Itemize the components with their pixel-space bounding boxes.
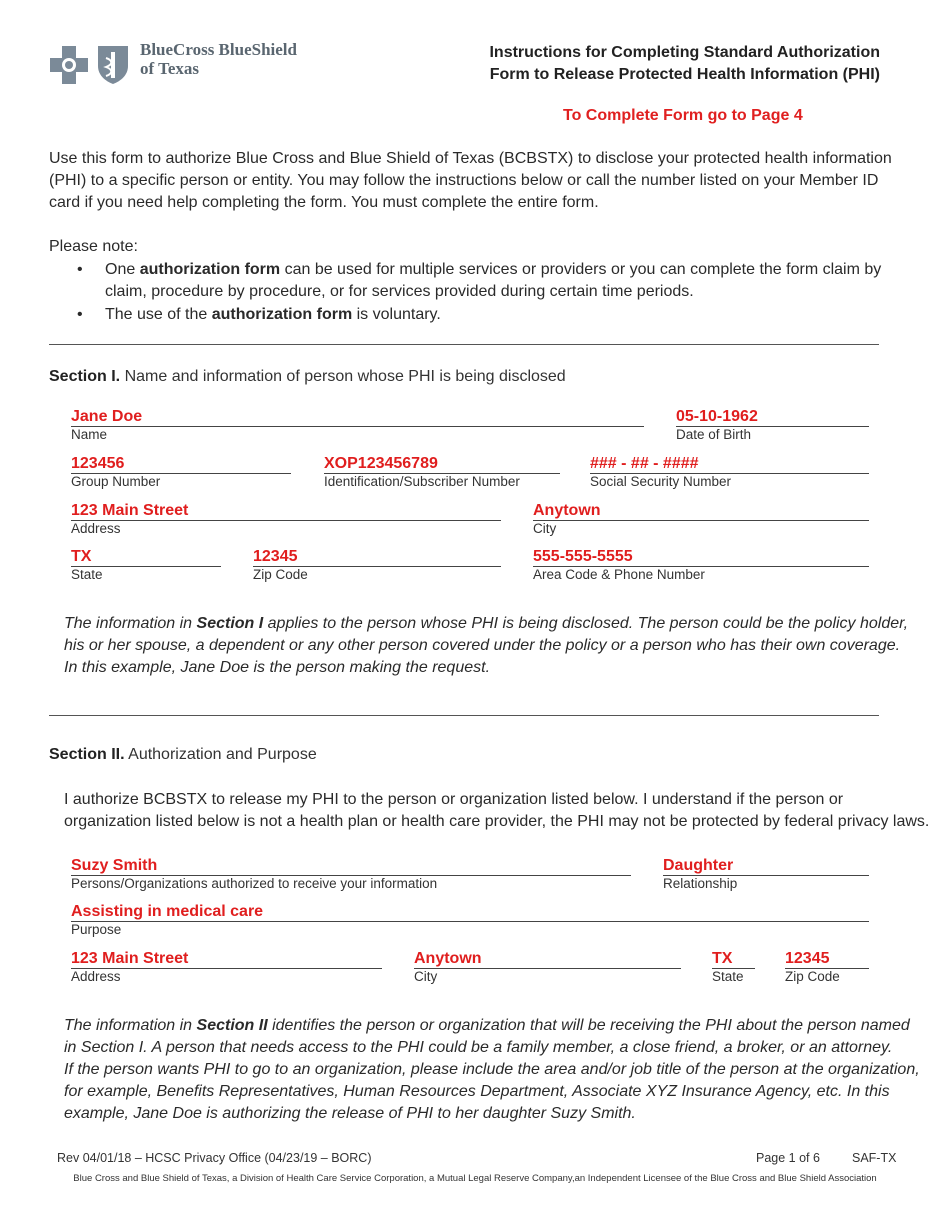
- title-line2: Form to Release Protected Health Information (PHI): [489, 66, 880, 83]
- purpose-field[interactable]: Assisting in medical care Purpose: [71, 901, 869, 941]
- city-field[interactable]: Anytown City: [533, 500, 869, 540]
- address-field[interactable]: 123 Main Street Address: [71, 500, 501, 540]
- bcbs-cross-shield-icon: [48, 44, 136, 84]
- revision-info: Rev 04/01/18 – HCSC Privacy Office (04/23/19 – BORC): [57, 1151, 372, 1165]
- divider: [49, 715, 879, 716]
- intro-paragraph: [49, 148, 892, 214]
- state-field[interactable]: TX State: [71, 546, 221, 586]
- note-bullet-1: • One authorization form can be used for multiple services or providers or you can complete the form claim by claim, procedure by procedure, or for services provided during certain time periods.: [77, 261, 882, 300]
- group-number-field[interactable]: 123456 Group Number: [71, 453, 291, 493]
- section2-heading: Section II. Authorization and Purpose: [49, 746, 317, 763]
- recipient-address-field[interactable]: 123 Main Street Address: [71, 948, 382, 988]
- brand-logo: [48, 40, 348, 86]
- brand-name-line2: of Texas: [140, 59, 200, 78]
- ssn-field[interactable]: ### - ## - #### Social Security Number: [590, 453, 869, 493]
- intro-line2: (PHI) to a specific person or entity. You may follow the instructions below or call the number listed on your Member ID: [49, 172, 879, 189]
- relationship-field[interactable]: Daughter Relationship: [663, 855, 869, 895]
- intro-line3: card if you need help completing the form. You must complete the entire form.: [49, 194, 599, 211]
- recipient-field[interactable]: Suzy Smith Persons/Organizations authorized to receive your information: [71, 855, 631, 895]
- divider: [49, 344, 879, 345]
- note-bullet-2: • The use of the authorization form is voluntary.: [77, 304, 897, 326]
- subscriber-id-field[interactable]: XOP123456789 Identification/Subscriber Number: [324, 453, 560, 493]
- phone-field[interactable]: 555-555-5555 Area Code & Phone Number: [533, 546, 869, 586]
- form-code: SAF-TX: [852, 1151, 897, 1165]
- zip-field[interactable]: 12345 Zip Code: [253, 546, 501, 586]
- section2-intro: I authorize BCBSTX to release my PHI to the person or organization listed below. I understand if the person or organization listed below is not a health plan or health care provider, the PHI may not be protected by federal privacy laws.: [64, 791, 930, 830]
- recipient-state-field[interactable]: TX State: [712, 948, 755, 988]
- recipient-city-field[interactable]: Anytown City: [414, 948, 681, 988]
- name-field[interactable]: Jane Doe Name: [71, 406, 644, 446]
- section1-note: The information in Section I applies to the person whose PHI is being disclosed. The person could be the policy holder, his or her spouse, a dependent or any other person covered under the policy or a person who has their own coverage. In this example, Jane Doe is the person making the request.: [64, 615, 909, 676]
- please-note-heading: Please note:: [49, 238, 138, 255]
- goto-form-notice: To Complete Form go to Page 4: [563, 107, 803, 124]
- title-line1: Instructions for Completing Standard Authorization: [489, 44, 880, 61]
- brand-name-line1: BlueCross BlueShield: [140, 40, 297, 59]
- recipient-zip-field[interactable]: 12345 Zip Code: [785, 948, 869, 988]
- bullet-dot-icon: •: [77, 261, 83, 278]
- page-title: [489, 42, 880, 86]
- section2-note: The information in Section II identifies the person or organization that will be receiving the PHI about the person named in Section I. A person that needs access to the PHI could be a family member, a close friend, a broker, or an attorney. If the person wants PHI to go to an organization, please include the area and/or job title of the person at the organization, for example, Benefits Representatives, Human Resources Department, Associate XYZ Insurance Agency, etc. In this example, Jane Doe is authorizing the release of PHI to her daughter Suzy Smith.: [64, 1017, 920, 1122]
- section1-heading: Section I. Name and information of person whose PHI is being disclosed: [49, 368, 566, 385]
- intro-line1: Use this form to authorize Blue Cross and Blue Shield of Texas (BCBSTX) to disclose your protected health information: [49, 150, 892, 167]
- legal-footer: Blue Cross and Blue Shield of Texas, a Division of Health Care Service Corporation, a Mutual Legal Reserve Company,an Independent Licensee of the Blue Cross and Blue Shield Association: [73, 1173, 877, 1184]
- dob-field[interactable]: 05-10-1962 Date of Birth: [676, 406, 869, 446]
- page-number: Page 1 of 6: [756, 1151, 820, 1165]
- bullet-dot-icon: •: [77, 306, 83, 323]
